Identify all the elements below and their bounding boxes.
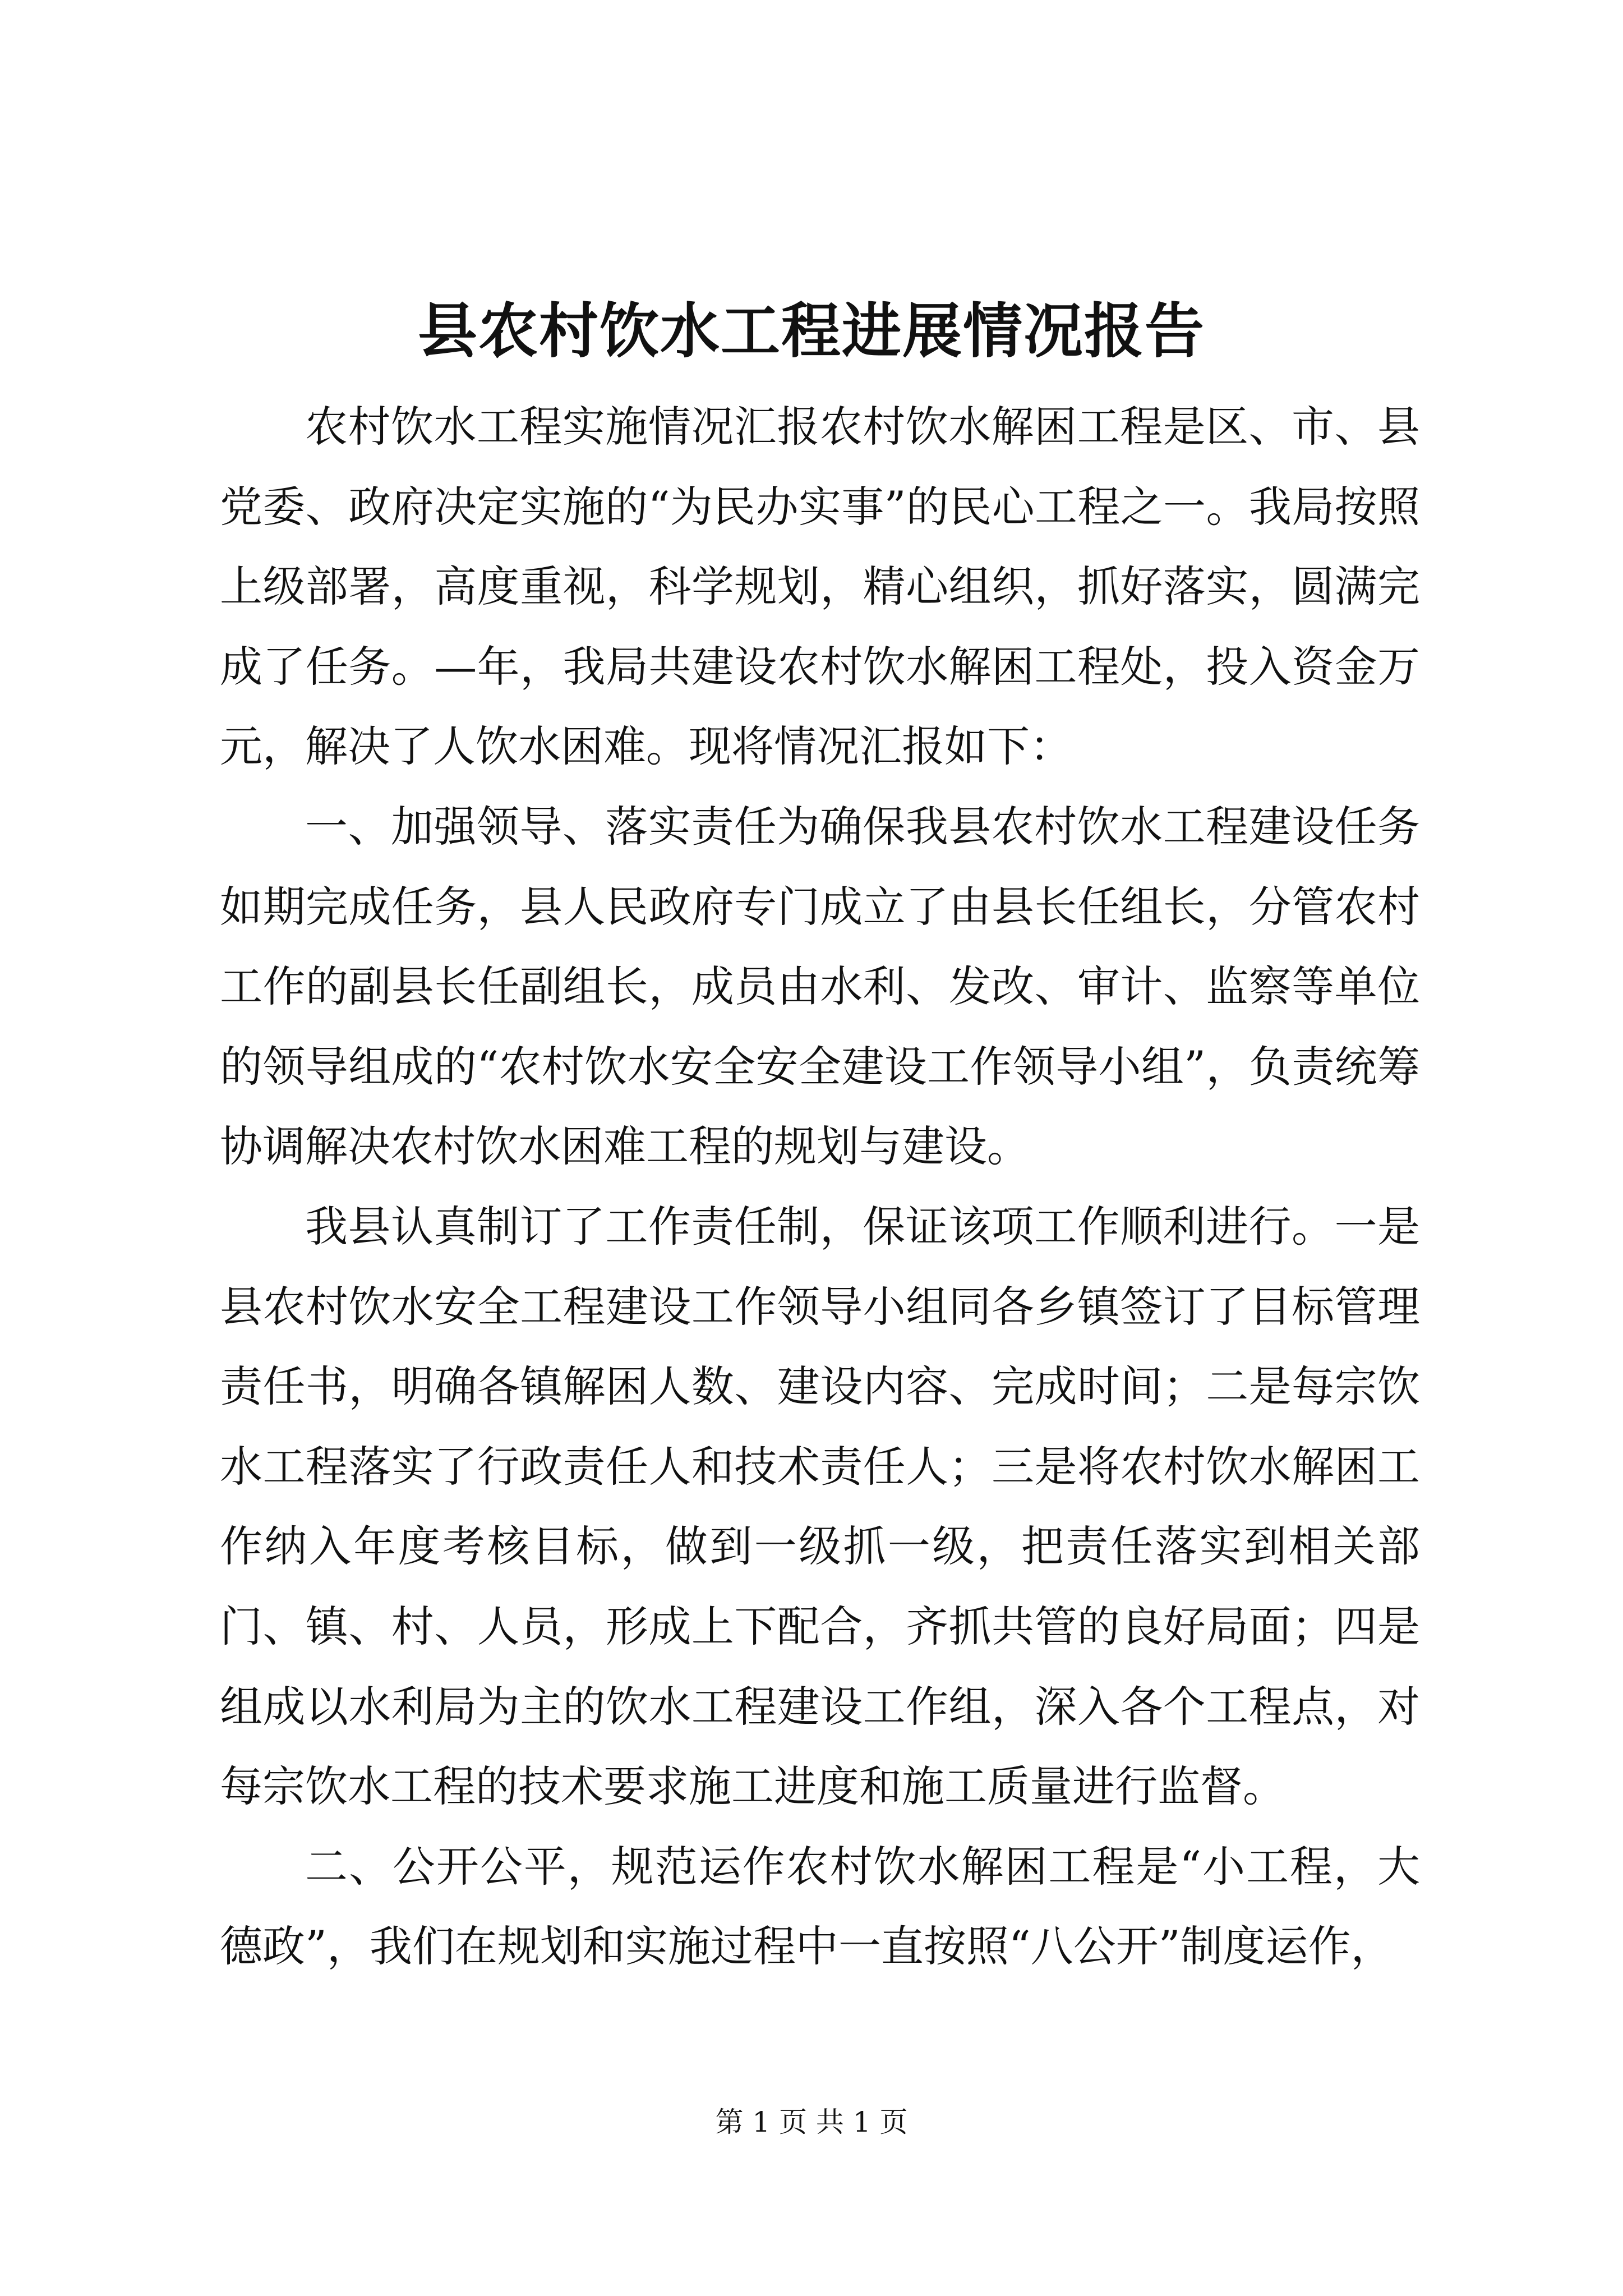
page-footer: 第 1 页 共 1 页: [715, 2106, 908, 2138]
document-body: [220, 387, 1420, 1987]
paragraph-2: 一、加强领导、落实责任为确保我县农村饮水工程建设任务如期完成任务，县人民政府专门成立了由县长任组长，分管农村工作的副县长任副组长，成员由水利、发改、审计、监察等单位的领导组成的“农村饮水安全安全建设工作领导小组”，负责统筹协调解决农村饮水困难工程的规划与建设。: [220, 801, 1420, 1172]
paragraph-1: 农村饮水工程实施情况汇报农村饮水解困工程是区、市、县党委、政府决定实施的“为民办实事”的民心工程之一。我局按照上级部署，高度重视，科学规划，精心组织，抓好落实，圆满完成了任务。—年，我局共建设农村饮水解困工程处，投入资金万元，解决了人饮水困难。现将情况汇报如下：: [220, 402, 1420, 772]
paragraph-4: 二、公开公平，规范运作农村饮水解困工程是“小工程，大德政”，我们在规划和实施过程中一直按照“八公开”制度运作，: [220, 1841, 1420, 1972]
paragraph-3: 我县认真制订了工作责任制，保证该项工作顺利进行。一是县农村饮水安全工程建设工作领导小组同各乡镇签订了目标管理责任书，明确各镇解困人数、建设内容、完成时间；二是每宗饮水工程落实了行政责任人和技术责任人；三是将农村饮水解困工作纳入年度考核目标，做到一级抓一级，把责任落实到相关部门、镇、村、人员，形成上下配合，齐抓共管的良好局面；四是组成以水利局为主的饮水工程建设工作组，深入各个工程点，对每宗饮水工程的技术要求施工进度和施工质量进行监督。: [220, 1201, 1420, 1812]
document-title: 县农村饮水工程进展情况报告: [418, 296, 1205, 366]
